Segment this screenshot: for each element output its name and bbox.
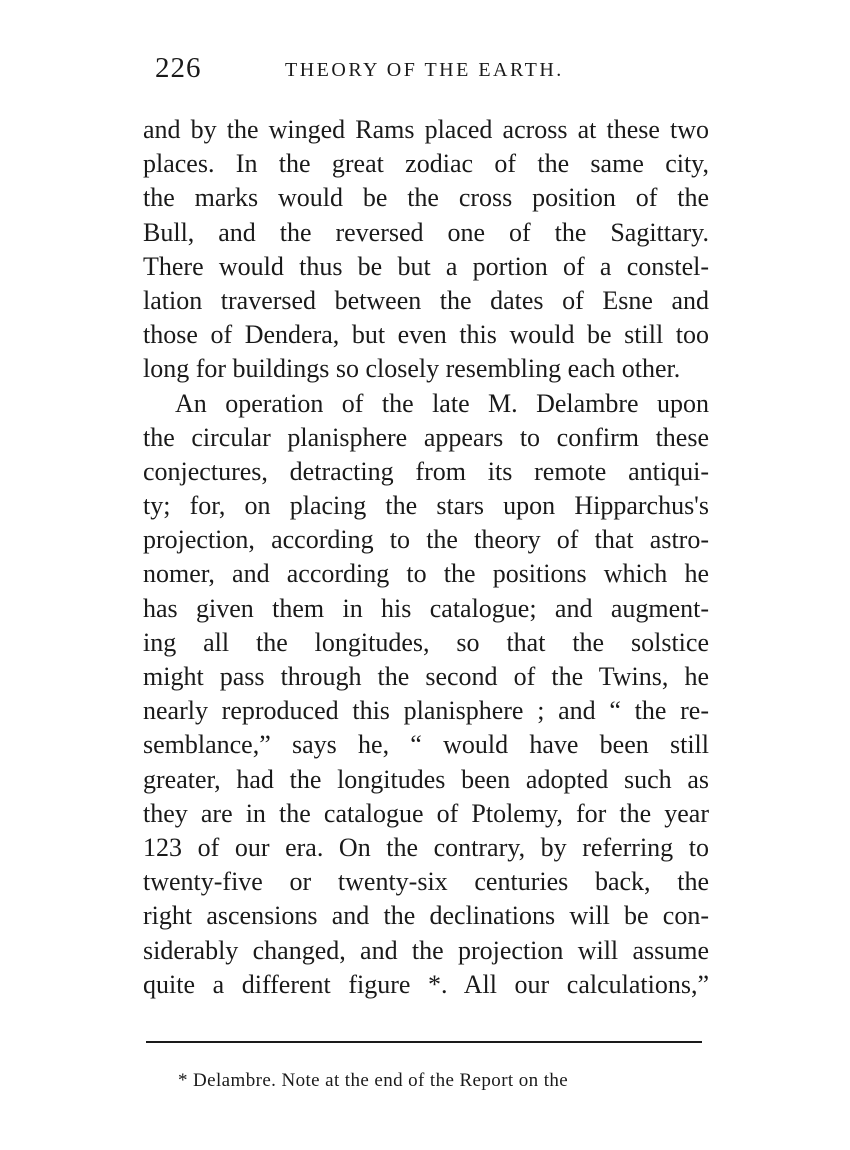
text-line: There would thus be but a portion of a constel- — [143, 251, 709, 281]
text-line: the circular planisphere appears to confirm these — [143, 422, 709, 452]
text-line: conjectures, detracting from its remote antiqui- — [143, 456, 709, 486]
text-line: nearly reproduced this planisphere ; and “ the re- — [143, 696, 709, 726]
running-head — [155, 52, 715, 92]
text-line: those of Dendera, but even this would be still too — [143, 320, 709, 350]
text-line: has given them in his catalogue; and augment- — [143, 593, 709, 623]
text-line: greater, had the longitudes been adopted such as — [143, 764, 709, 794]
text-line: long for buildings so closely resembling each other. — [143, 354, 681, 384]
text-line: An operation of the late M. Delambre upon — [175, 388, 709, 418]
text-line: Bull, and the reversed one of the Sagittary. — [143, 217, 709, 247]
text-line: quite a different figure *. All our calculations,” — [143, 969, 709, 999]
footnote: * Delambre. Note at the end of the Report on the — [178, 1070, 569, 1091]
text-line: might pass through the second of the Twins, he — [143, 662, 709, 691]
text-line: the marks would be the cross position of the — [143, 183, 709, 213]
text-line: siderably changed, and the projection will assume — [143, 935, 709, 965]
text-line: ty; for, on placing the stars upon Hipparchus's — [143, 491, 709, 521]
footnote-divider — [146, 1041, 702, 1043]
text-line: nomer, and according to the positions which he — [143, 559, 709, 589]
text-line: 123 of our era. On the contrary, by referring to — [143, 832, 709, 862]
text-line: they are in the catalogue of Ptolemy, for the year — [143, 798, 709, 828]
text-line: ing all the longitudes, so that the solstice — [143, 627, 709, 657]
text-line: lation traversed between the dates of Esne and — [143, 285, 709, 315]
text-line: right ascensions and the declinations will be con- — [143, 901, 709, 931]
text-line: twenty-five or twenty-six centuries back, the — [143, 867, 709, 897]
text-line: semblance,” says he, “ would have been still — [143, 730, 709, 760]
body-text — [143, 113, 709, 1002]
page-number: 226 — [155, 52, 202, 84]
text-line: places. In the great zodiac of the same city, — [143, 149, 709, 179]
text-line: and by the winged Rams placed across at these two — [143, 115, 709, 144]
running-title: THEORY OF THE EARTH. — [285, 59, 564, 81]
text-line: projection, according to the theory of that astro- — [143, 525, 709, 555]
